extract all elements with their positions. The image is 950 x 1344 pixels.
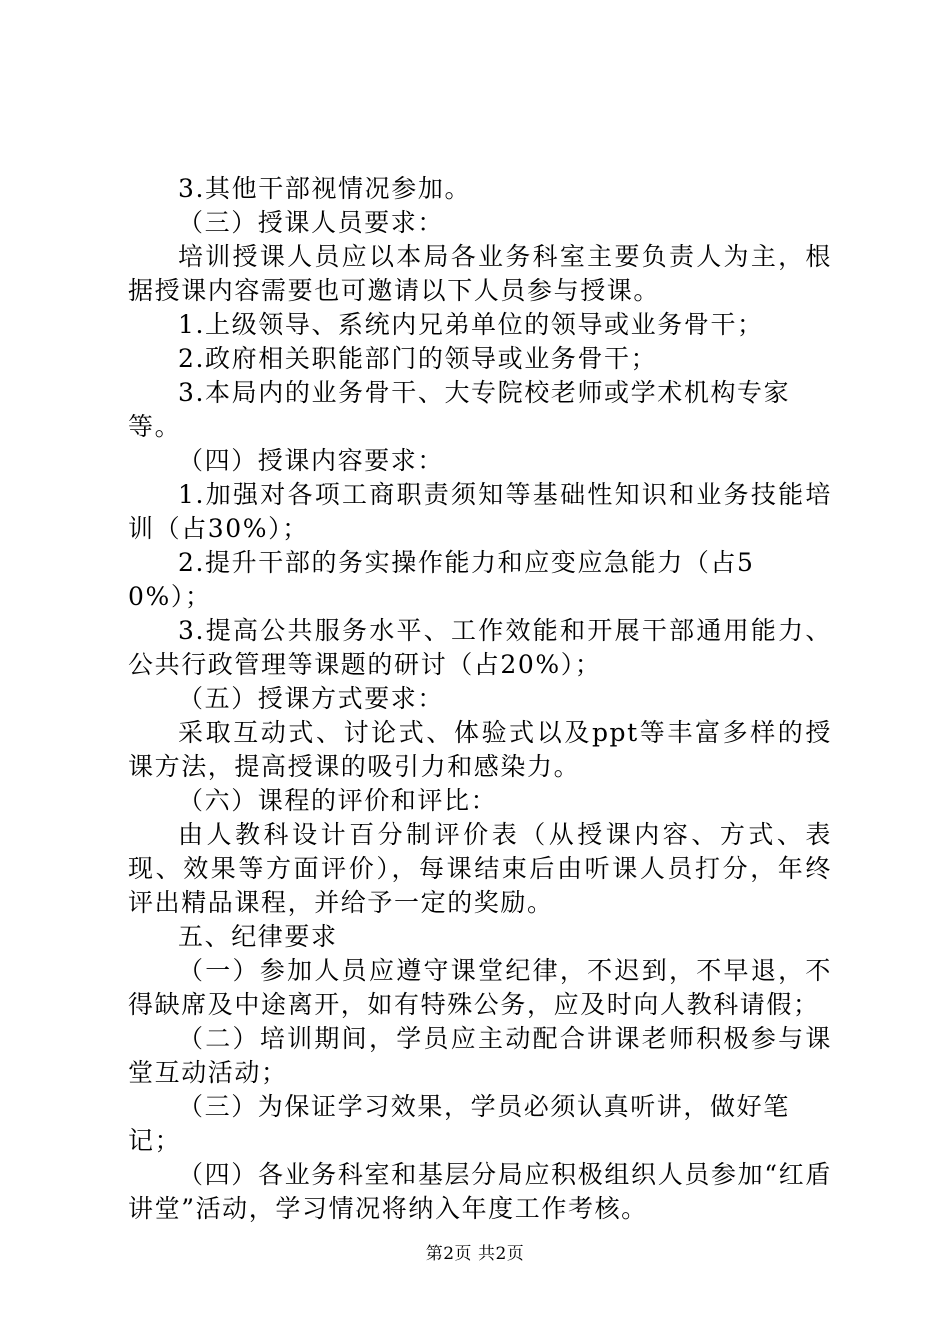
paragraph: 采取互动式、讨论式、体验式以及ppt等丰富多样的授课方法，提高授课的吸引力和感染力。 xyxy=(128,718,832,781)
paragraph: 培训授课人员应以本局各业务科室主要负责人为主，根据授课内容需要也可邀请以下人员参与授课。 xyxy=(128,242,832,305)
section-heading: （四）授课内容要求： xyxy=(178,446,445,475)
list-item: 2.提升干部的务实操作能力和应变应急能力（占50%）； xyxy=(128,548,755,611)
section-heading: （六）课程的评价和评比： xyxy=(178,786,498,815)
list-item: （一）参加人员应遵守课堂纪律，不迟到，不早退，不得缺席及中途离开，如有特殊公务，应及时向人教科请假； xyxy=(128,956,832,1019)
list-item: 1.上级领导、系统内兄弟单位的领导或业务骨干； xyxy=(178,310,764,339)
list-item: （二）培训期间，学员应主动配合讲课老师积极参与课堂互动活动； xyxy=(128,1024,832,1087)
list-item: 3.本局内的业务骨干、大专院校老师或学术机构专家等。 xyxy=(128,378,791,441)
list-item: （四）各业务科室和基层分局应积极组织人员参加“红盾讲堂”活动，学习情况将纳入年度工作考核。 xyxy=(128,1160,832,1223)
list-item: 2.政府相关职能部门的领导或业务骨干； xyxy=(178,344,658,373)
section-heading: （五）授课方式要求： xyxy=(178,684,445,713)
paragraph: 由人教科设计百分制评价表（从授课内容、方式、表现、效果等方面评价），每课结束后由听课人员打分，年终评出精品课程，并给予一定的奖励。 xyxy=(128,820,832,917)
list-item: 1.加强对各项工商职责须知等基础性知识和业务技能培训（占30%）； xyxy=(128,480,832,543)
page-number-footer: 第2页 共2页 xyxy=(425,1244,525,1264)
section-heading: （三）授课人员要求： xyxy=(178,208,445,237)
list-item: （三）为保证学习效果，学员必须认真听讲，做好笔记； xyxy=(128,1092,790,1155)
paragraph: 3.其他干部视情况参加。 xyxy=(178,174,472,203)
document-body xyxy=(128,172,832,1226)
list-item: 3.提高公共服务水平、工作效能和开展干部通用能力、公共行政管理等课题的研讨（占20%）； xyxy=(128,616,832,679)
chapter-heading: 五、纪律要求 xyxy=(178,922,338,951)
